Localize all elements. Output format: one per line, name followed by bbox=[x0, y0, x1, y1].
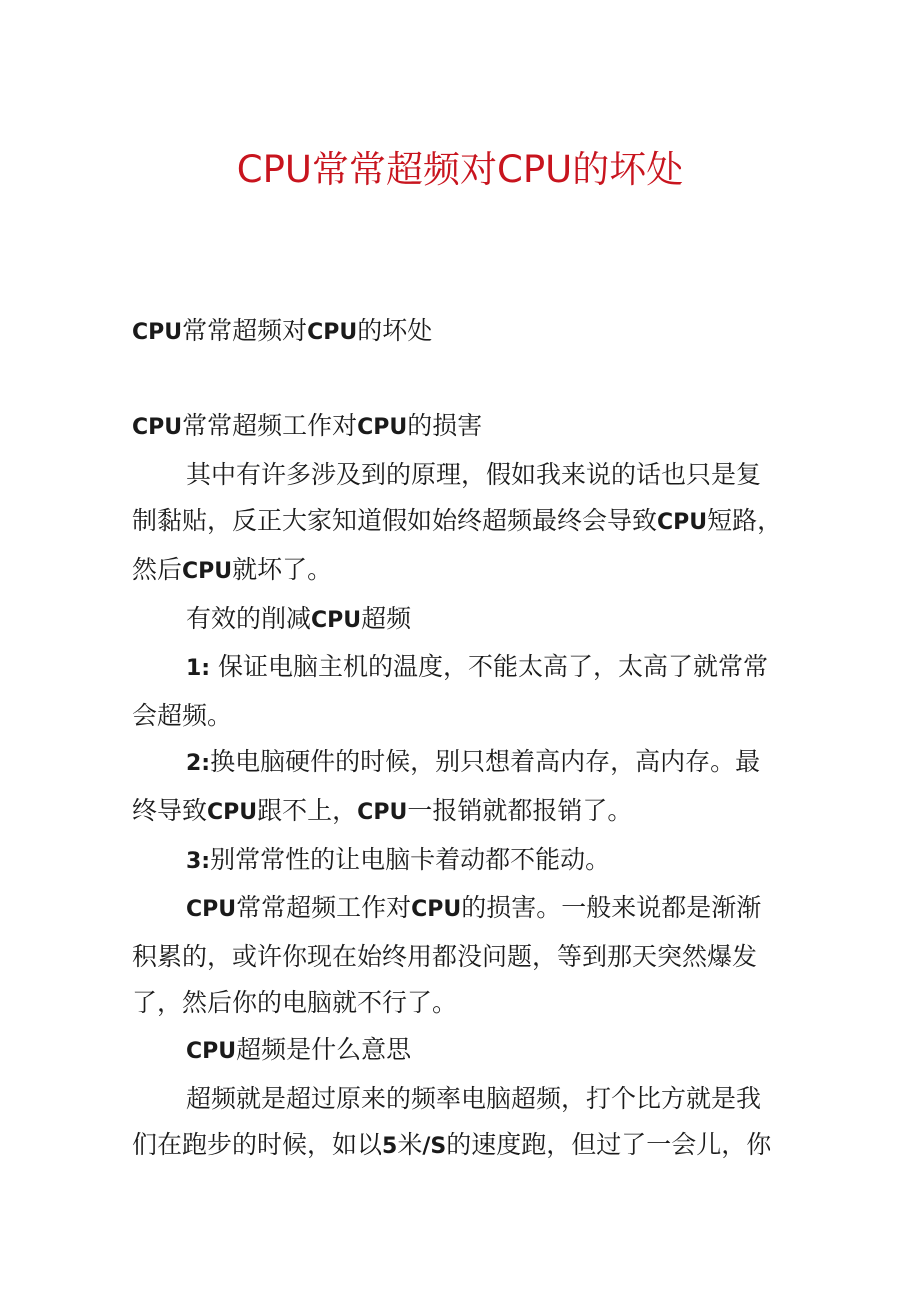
bold-text-run: /S bbox=[422, 1134, 447, 1160]
text-line bbox=[132, 693, 792, 740]
text-run: 终导致 bbox=[132, 795, 208, 825]
bold-text-run: CPU bbox=[357, 415, 408, 441]
text-run: 制黏贴，反正大家知道假如始终超频最终会导致 bbox=[132, 506, 658, 536]
text-run: 了，然后你的电脑就不行了。 bbox=[132, 988, 458, 1018]
bold-text-run: CPU bbox=[357, 799, 408, 825]
text-run: 的损害 bbox=[407, 411, 483, 441]
text-run: 就坏了。 bbox=[232, 554, 333, 584]
text-line bbox=[132, 403, 792, 452]
text-run: 的损害。一般来说都是渐渐 bbox=[461, 893, 762, 923]
text-run: 们在跑步的时候，如以 bbox=[132, 1130, 383, 1160]
bold-text-run: CPU bbox=[186, 897, 237, 923]
bold-text-run: CPU bbox=[132, 415, 183, 441]
text-run: 会超频。 bbox=[132, 700, 233, 730]
text-run: 超频就是超过原来的频率电脑超频，打个比方就是我 bbox=[186, 1083, 762, 1113]
text-line bbox=[132, 1122, 792, 1171]
text-run: 常常超频对 bbox=[182, 316, 308, 345]
text-line bbox=[132, 308, 792, 357]
text-line bbox=[132, 1076, 792, 1123]
bold-text-run: 2: bbox=[186, 751, 211, 777]
text-line bbox=[132, 837, 792, 886]
bold-text-run: CPU bbox=[307, 320, 358, 345]
bold-text-run: CPU bbox=[186, 1038, 237, 1064]
text-run: 短路， bbox=[707, 506, 783, 536]
text-line bbox=[132, 1027, 792, 1076]
bold-text-run: CPU bbox=[311, 607, 362, 633]
paragraph-gap bbox=[132, 357, 792, 404]
text-run: 超频 bbox=[361, 603, 412, 633]
text-run: 然后 bbox=[132, 554, 183, 584]
text-line bbox=[132, 980, 792, 1027]
text-run: 一报销就都报销了。 bbox=[407, 795, 633, 825]
bold-text-run: CPU bbox=[207, 799, 258, 825]
bold-text-run: CPU bbox=[411, 897, 462, 923]
text-line bbox=[132, 885, 792, 934]
text-run: 常常超频工作对 bbox=[236, 893, 412, 923]
text-line bbox=[132, 547, 792, 596]
bold-text-run: CPU bbox=[132, 320, 183, 345]
text-line bbox=[132, 739, 792, 788]
text-line bbox=[132, 452, 792, 499]
text-run: 的速度跑，但过了一会儿，你 bbox=[446, 1130, 772, 1160]
text-run: 保证电脑主机的温度，不能太高了，太高了就常常 bbox=[210, 652, 769, 682]
document-title: CPU常常超频对CPU的坏处 bbox=[236, 148, 684, 191]
text-run: 其中有许多涉及到的原理，假如我来说的话也只是复 bbox=[186, 459, 762, 489]
bold-text-run: CPU bbox=[182, 558, 233, 584]
text-line bbox=[132, 498, 792, 547]
text-line bbox=[132, 596, 792, 645]
bold-text-run: CPU bbox=[657, 510, 708, 536]
bold-text-run: 5 bbox=[382, 1134, 398, 1160]
text-run: 常常超频工作对 bbox=[182, 411, 358, 441]
text-run: 跟不上， bbox=[257, 795, 358, 825]
text-line bbox=[132, 644, 792, 693]
text-run: 换电脑硬件的时候，别只想着高内存，高内存。最 bbox=[210, 747, 761, 777]
bold-text-run: 1: bbox=[186, 656, 211, 682]
text-line bbox=[132, 934, 792, 981]
text-run: 的坏处 bbox=[357, 316, 433, 345]
text-line bbox=[132, 788, 792, 837]
text-run: 米 bbox=[397, 1130, 423, 1160]
text-run: 超频是什么意思 bbox=[236, 1034, 412, 1064]
text-run: 有效的削减 bbox=[186, 603, 312, 633]
document-body bbox=[132, 308, 792, 1171]
bold-text-run: 3: bbox=[186, 848, 211, 874]
text-run: 别常常性的让电脑卡着动都不能动。 bbox=[210, 844, 611, 874]
text-run: 积累的，或许你现在始终用都没问题，等到那天突然爆发 bbox=[132, 941, 758, 971]
